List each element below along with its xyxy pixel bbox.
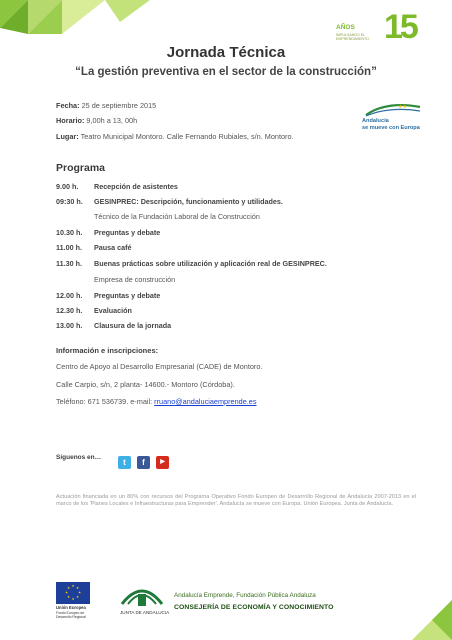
facebook-icon[interactable]: f (137, 456, 150, 469)
program-time: 11.00 h. (56, 243, 82, 252)
program-item (56, 197, 283, 206)
program-item (56, 228, 160, 237)
andalucia-line2: se mueve con Europa (362, 125, 420, 131)
footer-consejeria: CONSEJERÍA DE ECONOMÍA Y CONOCIMIENTO (174, 604, 334, 611)
corner-decoration-bottom-right (382, 570, 452, 640)
fecha-label: Fecha: (56, 101, 80, 110)
info-line-cade: Centro de Apoyo al Desarrollo Empresarial (CADE) de Montoro. (56, 362, 263, 371)
program-time: 12.00 h. (56, 291, 83, 300)
program-text: GESINPREC: Descripción, funcionamiento y utilidades. (94, 197, 283, 206)
junta-shield-icon (114, 582, 170, 610)
svg-text:★: ★ (67, 595, 71, 599)
andalucia-europa-logo (362, 103, 424, 137)
email-link[interactable]: rruano@andaluciaemprende.es (154, 397, 257, 406)
fecha-value: 25 de septiembre 2015 (81, 101, 157, 110)
program-subtext: Técnico de la Fundación Laboral de la Construcción (94, 212, 260, 221)
meta-lugar (56, 132, 294, 141)
program-item (56, 243, 132, 252)
program-time: 10.30 h. (56, 228, 83, 237)
junta-andalucia-logo (114, 582, 170, 618)
svg-text:★: ★ (76, 595, 80, 599)
program-time: 13.00 h. (56, 321, 83, 330)
andalucia-line1: Andalucía (362, 118, 389, 124)
brand-logo (336, 8, 422, 46)
program-text: Evaluación (94, 306, 132, 315)
svg-text:★: ★ (71, 597, 75, 601)
info-heading: Información e inscripciones: (56, 346, 159, 355)
legal-text: Actuación financiada en un 80% con recursos del Programa Operativo Fondo Europeo de Desarrollo Regional de Andalucía 2007-2013 en el marco de los 'Planes Locales e Infraestructuras para Emprender'. Andalucía se mueve con Europa. Unión Europea. Junta de Andalucía. (56, 494, 416, 507)
svg-text:★: ★ (67, 586, 71, 590)
eu-logo (56, 582, 90, 618)
lugar-value: Teatro Municipal Montoro. Calle Fernando Rubiales, s/n. Montoro. (80, 132, 294, 141)
social-label: Síguenos en… (56, 454, 102, 461)
eu-sublabel: Fondo Europeo de Desarrollo Regional (56, 610, 86, 620)
brand-tagline: IMPULSANDO EL EMPRENDIMIENTO (336, 33, 369, 42)
program-text: Preguntas y debate (94, 291, 161, 300)
program-subtext: Empresa de construcción (94, 275, 176, 284)
programa-heading: Programa (56, 162, 106, 174)
junta-label: JUNTA DE ANDALUCIA (120, 610, 170, 615)
eu-flag-icon (56, 582, 90, 604)
svg-text:★: ★ (76, 586, 80, 590)
svg-text:★: ★ (71, 584, 75, 588)
twitter-icon[interactable]: t (118, 456, 131, 469)
horario-label: Horario: (56, 116, 85, 125)
program-time: 11.30 h. (56, 259, 82, 268)
meta-fecha (56, 101, 156, 110)
footer-foundation: Andalucía Emprende, Fundación Pública Andaluza (174, 592, 316, 599)
program-text: Clausura de la jornada (94, 321, 172, 330)
program-text: Preguntas y debate (94, 228, 161, 237)
page-subtitle: “La gestión preventiva en el sector de la construcción” (75, 66, 377, 78)
eu-label: Unión Europea (56, 605, 86, 610)
program-item (56, 182, 178, 191)
page-title: Jornada Técnica (166, 44, 286, 61)
horario-value: 9,00h a 13, 00h (86, 116, 138, 125)
program-item (56, 306, 132, 315)
youtube-icon[interactable]: ▶ (156, 456, 169, 469)
program-text: Pausa café (94, 243, 132, 252)
program-item (56, 321, 171, 330)
info-line-address: Calle Carpio, s/n, 2 planta- 14600.- Montoro (Córdoba). (56, 380, 235, 389)
svg-text:★: ★ (65, 590, 69, 595)
program-time: 9.00 h. (56, 182, 79, 191)
program-time: 09:30 h. (56, 197, 83, 206)
brand-number: 15 (384, 8, 416, 46)
program-text: Buenas prácticas sobre utilización y aplicación real de GESINPREC. (94, 259, 327, 268)
info-phone: Teléfono: 671 536739. e-mail: (56, 397, 155, 406)
program-item (56, 259, 327, 268)
stars-icon (362, 103, 422, 117)
svg-text:★: ★ (78, 590, 82, 595)
program-text: Recepción de asistentes (94, 182, 178, 191)
meta-horario (56, 116, 137, 125)
lugar-label: Lugar: (56, 132, 79, 141)
program-time: 12.30 h. (56, 306, 83, 315)
svg-text:★★: ★★ (398, 104, 407, 110)
info-line-contact (56, 397, 257, 406)
program-item (56, 291, 160, 300)
brand-anos-label: AÑOS (336, 24, 355, 31)
